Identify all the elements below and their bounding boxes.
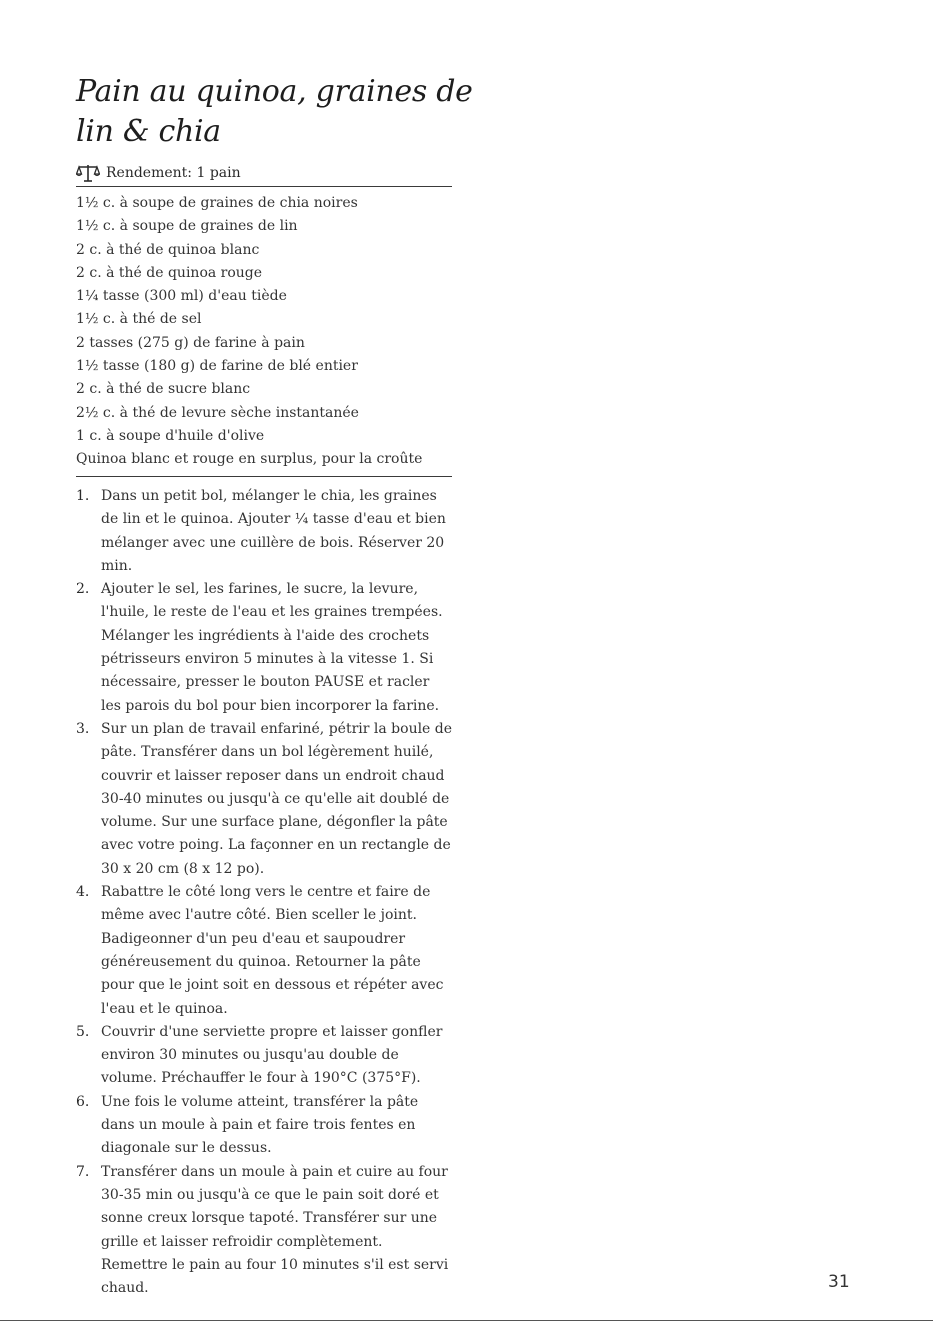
step-number: 6. (76, 1093, 90, 1110)
step-item (76, 1021, 456, 1091)
step-item (76, 881, 456, 1021)
ingredient-item: 2 tasses (275 g) de farine à pain (76, 334, 305, 351)
step-number: 4. (76, 884, 90, 901)
ingredient-item: 1½ c. à soupe de graines de lin (76, 218, 298, 235)
ingredient-item: 1½ c. à soupe de graines de chia noires (76, 195, 358, 211)
step-item (76, 1091, 456, 1161)
ingredient-item: 1 c. à soupe d'huile d'olive (76, 427, 265, 444)
step-number: 5. (76, 1023, 90, 1040)
page-edge-line (0, 1320, 933, 1321)
step-item (76, 718, 456, 881)
step-item (76, 485, 456, 578)
step-item (76, 578, 456, 718)
step-item (76, 1161, 456, 1301)
divider-top (76, 186, 452, 187)
step-text: Ajouter le sel, les farines, le sucre, la levure, l'huile, le reste de l'eau et les graines trempées. Mélanger les ingrédients à l'aide des crochets pétrisseurs environ 5 minutes à la vitesse 1. Si nécessaire, presser le bouton PAUSE et racler les parois du bol pour bien incorporer la farine. (101, 581, 443, 714)
divider-bottom (76, 476, 452, 477)
step-number: 1. (76, 488, 90, 504)
ingredient-item: 2 c. à thé de quinoa rouge (76, 264, 263, 281)
ingredient-list (76, 192, 456, 472)
yield-line (76, 159, 452, 187)
scale-icon (76, 163, 100, 183)
ingredient-item: 2 c. à thé de quinoa blanc (76, 241, 260, 258)
step-text: Sur un plan de travail enfariné, pétrir la boule de pâte. Transférer dans un bol légèrement huilé, couvrir et laisser reposer dans un endroit chaud 30-40 minutes ou jusqu'à ce qu'elle ait doublé de volume. Sur une surface plane, dégonfler la pâte avec votre poing. La façonner en un rectangle de 30 x 20 cm (8 x 12 po). (101, 720, 453, 877)
step-text: Dans un petit bol, mélanger le chia, les graines de lin et le quinoa. Ajouter ¼ tasse d'eau et bien mélanger avec une cuillère de bois. Réserver 20 min. (101, 488, 446, 574)
recipe-title: Pain au quinoa, graines de lin & chia (76, 74, 473, 149)
ingredient-item: 1½ c. à thé de sel (76, 311, 202, 328)
step-number: 3. (76, 720, 90, 737)
ingredient-item: 2½ c. à thé de levure sèche instantanée (76, 404, 359, 421)
ingredient-item: 2 c. à thé de sucre blanc (76, 381, 251, 398)
ingredient-item: 1½ tasse (180 g) de farine de blé entier (76, 358, 358, 375)
step-list (76, 485, 456, 1300)
step-number: 7. (76, 1163, 90, 1180)
yield-text: Rendement: 1 pain (106, 165, 241, 181)
step-text: Rabattre le côté long vers le centre et faire de même avec l'autre côté. Bien sceller le joint. Badigeonner d'un peu d'eau et saupoudrer généreusement du quinoa. Retourner la pâte pour que le joint soit en dessous et répéter avec l'eau et le quinoa. (101, 884, 444, 1017)
page-number: 31 (828, 1272, 850, 1292)
step-text: Couvrir d'une serviette propre et laisser gonfler environ 30 minutes ou jusqu'au double de volume. Préchauffer le four à 190°C (375°F). (101, 1023, 443, 1087)
ingredient-item: Quinoa blanc et rouge en surplus, pour la croûte (76, 451, 423, 468)
step-text: Transférer dans un moule à pain et cuire au four 30-35 min ou jusqu'à ce que le pain soit doré et sonne creux lorsque tapoté. Transférer sur une grille et laisser refroidir complètement. Remettre le pain au four 10 minutes s'il est servi chaud. (101, 1163, 449, 1297)
ingredient-item: 1¼ tasse (300 ml) d'eau tiède (76, 288, 287, 305)
step-number: 2. (76, 581, 90, 598)
step-text: Une fois le volume atteint, transférer la pâte dans un moule à pain et faire trois fentes en diagonale sur le dessus. (101, 1093, 419, 1157)
